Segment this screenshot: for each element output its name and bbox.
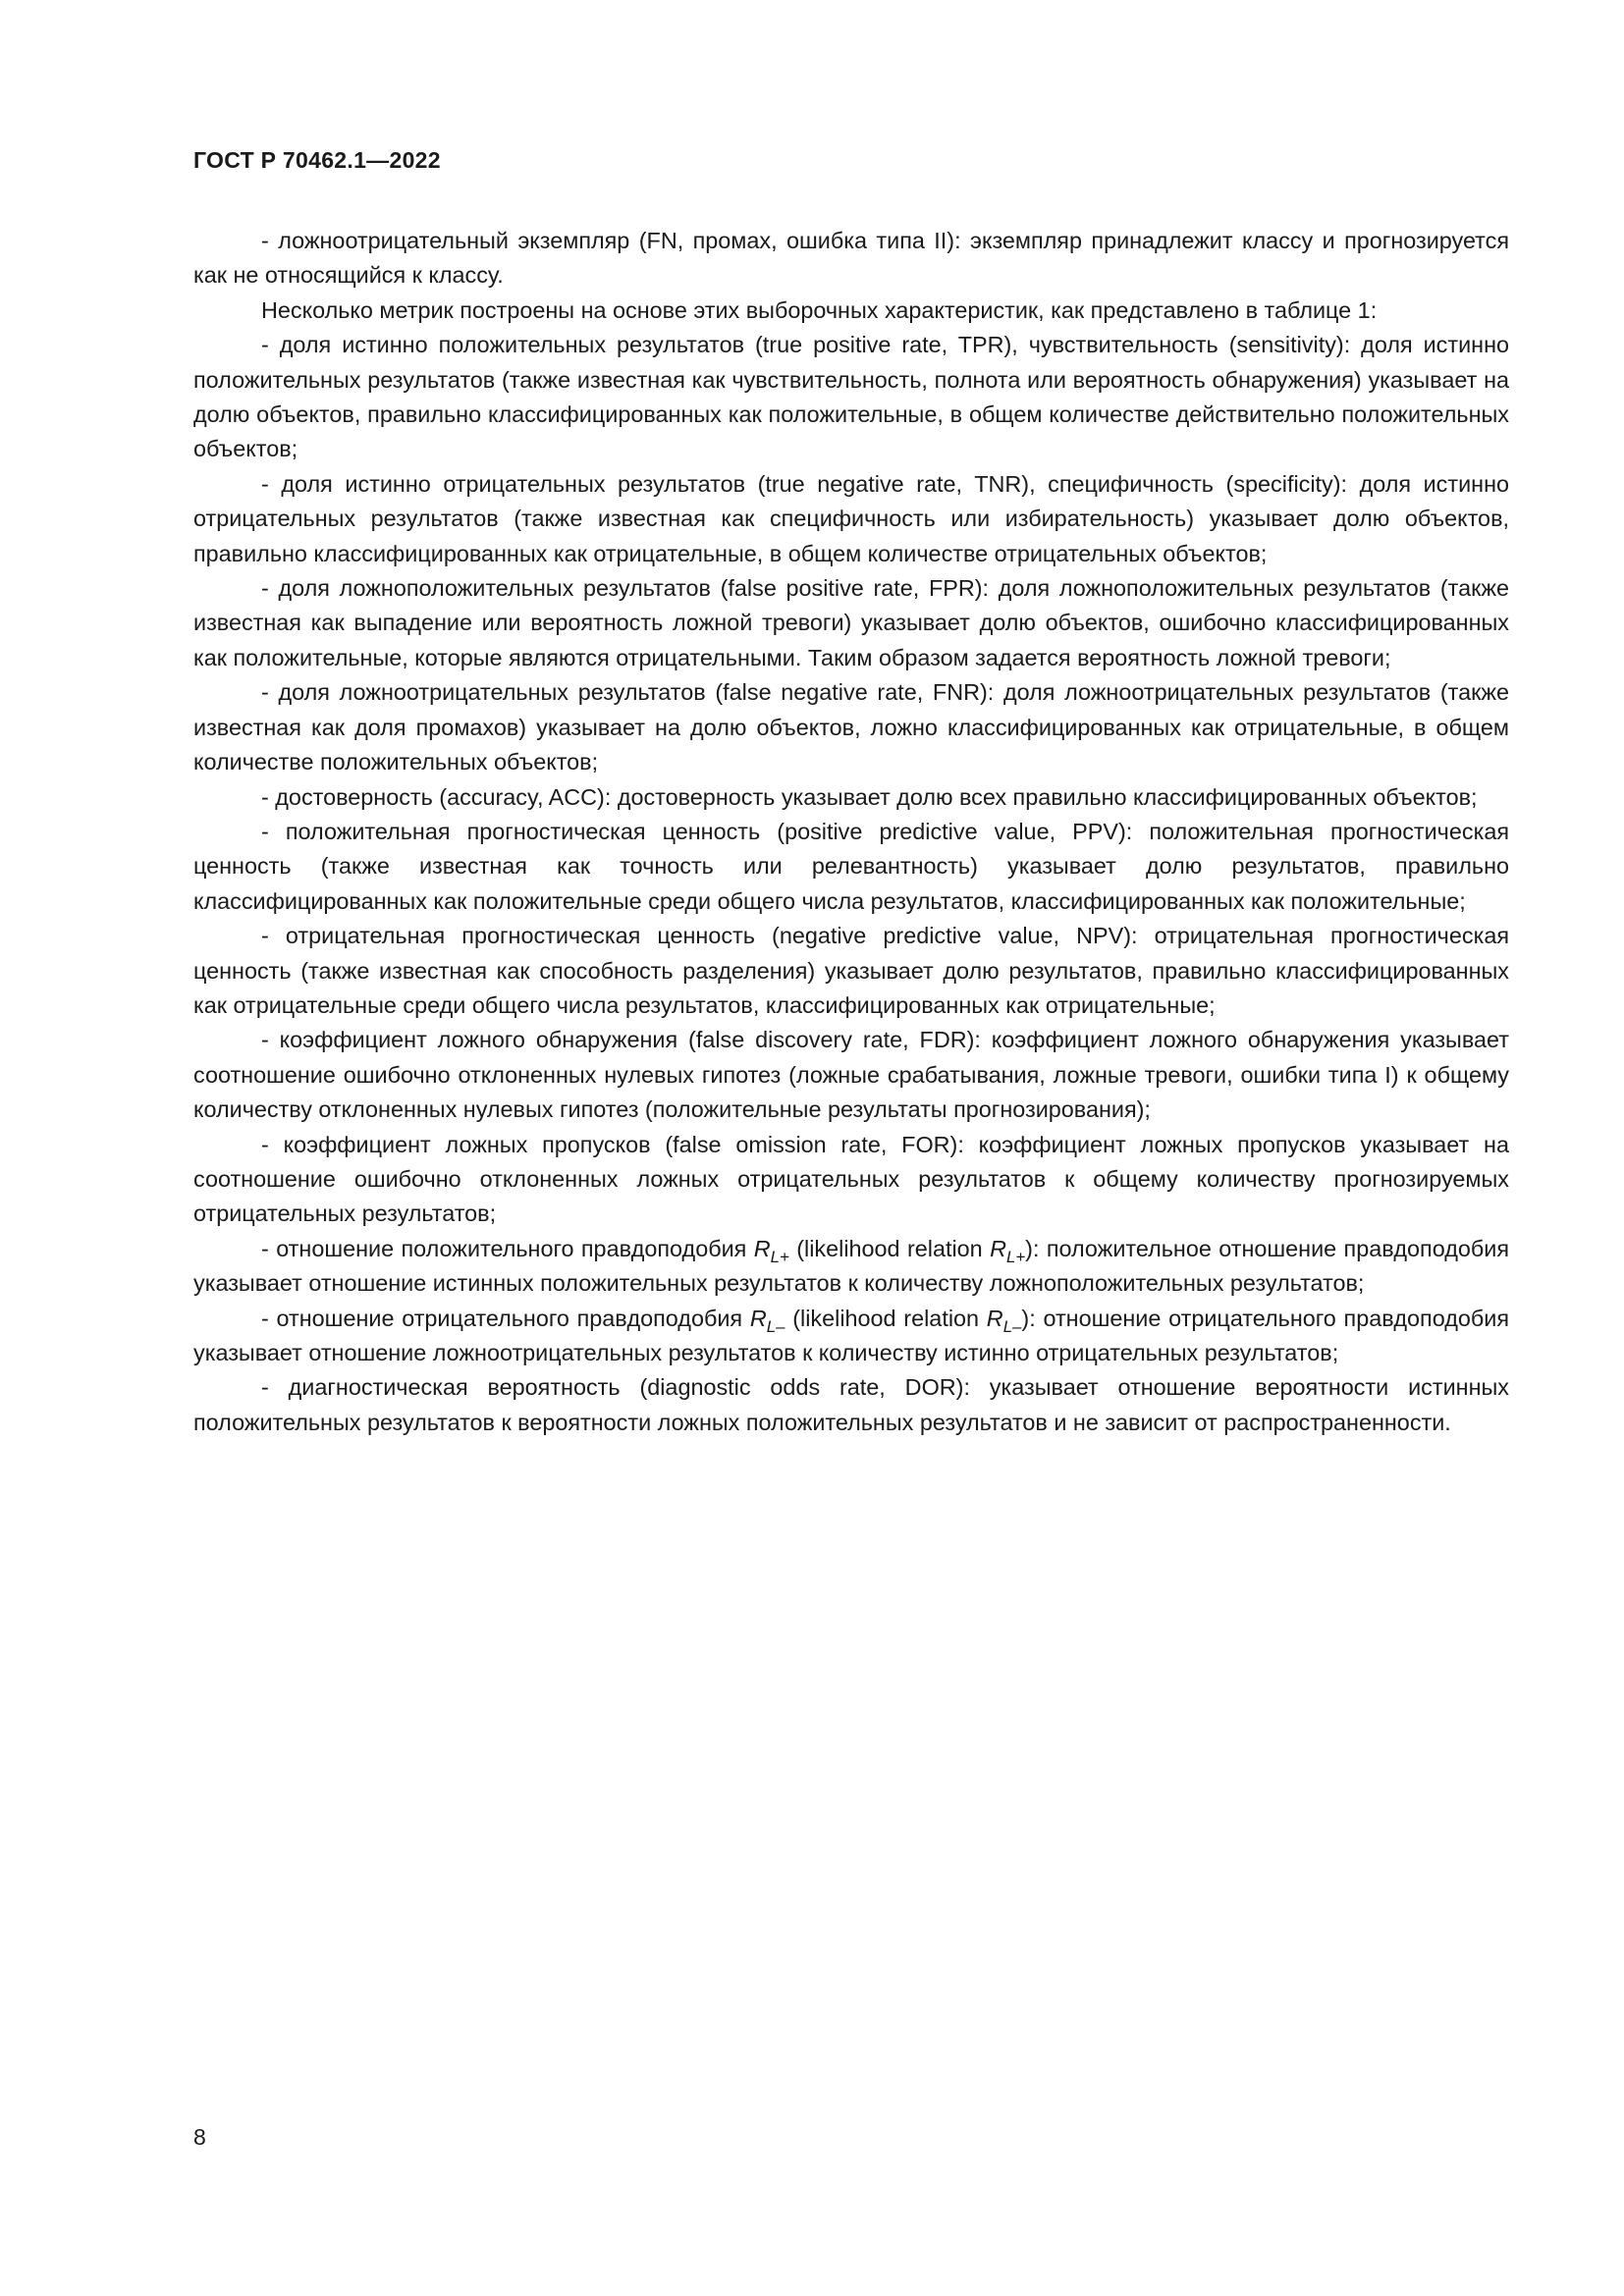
paragraph-likelihood-positive xyxy=(193,1232,1509,1302)
paragraph-fpr: - доля ложноположительных результатов (false positive rate, FPR): доля ложноположительных результатов (также известная как выпадение или вероятность ложной тревоги) указывает долю объектов, ошибочно классифицированных как положительные, которые являются отрицательными. Таким образом задается вероятность ложной тревоги; xyxy=(193,575,1509,670)
document-header: ГОСТ Р 70462.1—2022 xyxy=(193,147,441,173)
lr-negative-symbol-repeat: $R_{L-}$ xyxy=(986,1305,1022,1336)
lr-positive-mid: (likelihood relation xyxy=(788,1235,991,1261)
paragraph-ppv: - положительная прогностическая ценность (positive predictive value, PPV): положительная прогностическая ценность (также известная как точность или релевантность) указывает долю результатов, правильно классифицированных как положительные среди общего числа результатов, классифицированных как положительные; xyxy=(193,818,1509,914)
lr-positive-tail: ): положительное отношение правдоподобия указывает отношение истинных положительных результатов к количеству ложноположительных результатов; xyxy=(193,1235,1509,1297)
document-body xyxy=(193,224,1509,1440)
lr-positive-symbol-repeat: $R_{L+}$ xyxy=(990,1235,1026,1266)
paragraph-fnr: - доля ложноотрицательных результатов (false negative rate, FNR): доля ложноотрицательных результатов (также известная как доля промахов) указывает на долю объектов, ложно классифицированных как отрицательные, в общем количестве положительных объектов; xyxy=(193,679,1509,775)
lr-negative-symbol: $R_{L-}$ xyxy=(749,1305,785,1336)
paragraph-fdr: - коэффициент ложного обнаружения (false discovery rate, FDR): коэффициент ложного обнаружения указывает соотношение ошибочно отклоненных нулевых гипотез (ложные срабатывания, ложные тревоги, ошибки типа I) к общему количеству отклоненных нулевых гипотез (положительные результаты прогнозирования); xyxy=(193,1027,1509,1123)
paragraph-npv: - отрицательная прогностическая ценность (negative predictive value, NPV): отрицательная прогностическая ценность (также известная как способность разделения) указывает долю результатов, правильно классифицированных как отрицательные среди общего числа результатов, классифицированных как отрицательные; xyxy=(193,923,1509,1018)
paragraph-likelihood-negative xyxy=(193,1302,1509,1371)
paragraph-tnr: - доля истинно отрицательных результатов (true negative rate, TNR), специфичность (specificity): доля истинно отрицательных результатов (также известная как специфичность или избирательность) указывает долю объектов, правильно классифицированных как отрицательные, в общем количестве отрицательных объектов; xyxy=(193,470,1509,566)
lr-negative-mid: (likelihood relation xyxy=(785,1305,987,1331)
lr-positive-lead: - отношение положительного правдоподобия xyxy=(261,1235,754,1261)
paragraph-metrics-intro: Несколько метрик построены на основе этих выборочных характеристик, как представлено в таблице 1: xyxy=(261,296,1378,323)
paragraph-dor: - диагностическая вероятность (diagnostic odds rate, DOR): указывает отношение вероятности истинных положительных результатов к вероятности ложных положительных результатов и не зависит от распространенности. xyxy=(193,1374,1509,1435)
page-number: 8 xyxy=(193,2124,206,2150)
lr-negative-lead: - отношение отрицательного правдоподобия xyxy=(261,1305,750,1331)
lr-negative-tail: ): отношение отрицательного правдоподобия указывает отношение ложноотрицательных результатов к количеству истинно отрицательных результатов; xyxy=(193,1305,1509,1365)
paragraph-accuracy: - достоверность (accuracy, ACC): достоверность указывает долю всех правильно классифицированных объектов; xyxy=(261,783,1478,810)
lr-positive-symbol: $R_{L+}$ xyxy=(753,1235,789,1266)
paragraph-for: - коэффициент ложных пропусков (false omission rate, FOR): коэффициент ложных пропусков указывает на соотношение ошибочно отклоненных ложных отрицательных результатов к общему количеству прогнозируемых отрицательных результатов; xyxy=(193,1131,1509,1227)
paragraph-tpr: - доля истинно положительных результатов (true positive rate, TPR), чувствительность (sensitivity): доля истинно положительных результатов (также известная как чувствительность, полнота или вероятность обнаружения) указывает на долю объектов, правильно классифицированных как положительные, в общем количестве действительно положительных объектов; xyxy=(193,332,1509,462)
paragraph-false-negative: - ложноотрицательный экземпляр (FN, промах, ошибка типа II): экземпляр принадлежит классу и прогнозируется как не относящийся к классу. xyxy=(193,228,1509,289)
